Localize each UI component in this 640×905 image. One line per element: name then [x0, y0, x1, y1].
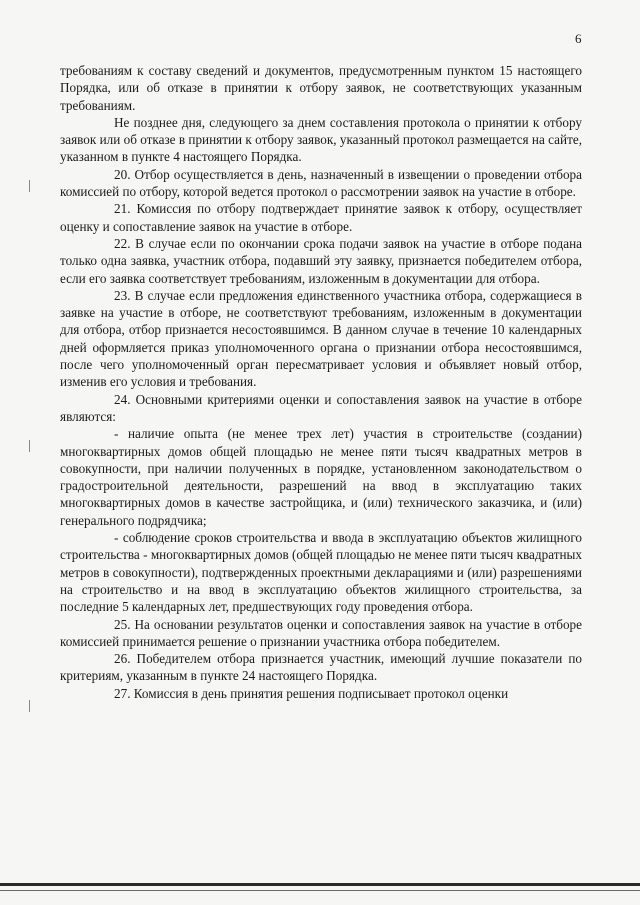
page-number: 6 [575, 31, 582, 46]
scan-bottom-edge [0, 883, 640, 886]
criterion-experience: - наличие опыта (не менее трех лет) участия в строительстве (создании) многоквартирных домов общей площадью не менее пяти тысяч квадратных метров в совокупности, при наличии полученных в порядке, установленном законодательством о градостроительной деятельности, разрешений на ввод в эксплуатацию таких многоквартирных домов в качестве застройщика, и (или) технического заказчика, и (или) генерального подрядчика; [60, 426, 582, 528]
paragraph-20: 20. Отбор осуществляется в день, назначенный в извещении о проведении отбора комиссией по отбору, которой ведется протокол о рассмотрении заявок на участие в отборе. [60, 166, 582, 200]
scan-margin-mark [29, 700, 30, 712]
paragraph-25: 25. На основании результатов оценки и сопоставления заявок на участие в отборе комиссией принимается решение о признании участника отбора победителем. [60, 616, 582, 649]
paragraph-22: 22. В случае если по окончании срока подачи заявок на участие в отборе подана только одна заявка, участник отбора, подавший эту заявку, признается победителем отбора, если его заявка соответствует требованиям, изложенным в документации для отбора. [60, 235, 582, 286]
paragraph-24: 24. Основными критериями оценки и сопоставления заявок на участие в отборе являются: [60, 391, 582, 424]
paragraph-21: 21. Комиссия по отбору подтверждает принятие заявок к отбору, осуществляет оценку и сопоставление заявок на участие в отборе. [60, 201, 582, 234]
document-body [60, 62, 582, 702]
scan-bottom-edge-secondary [0, 890, 640, 891]
scan-margin-mark [29, 440, 30, 452]
paragraph-continuation: требованиям к составу сведений и документов, предусмотренным пунктом 15 настоящего Порядка, или об отказе в принятии к отбору заявок, не соответствующих указанным требованиям. [60, 63, 582, 113]
paragraph-26: 26. Победителем отбора признается участник, имеющий лучшие показатели по критериям, указанным в пункте 24 настоящего Порядка. [60, 651, 582, 684]
paragraph-27: 27. Комиссия в день принятия решения подписывает протокол оценки [114, 685, 509, 701]
scan-margin-mark [29, 180, 30, 192]
paragraph-protocol-publication: Не позднее дня, следующего за днем составления протокола о принятии к отбору заявок или об отказе в принятии к отбору заявок, указанный протокол размещается на сайте, указанном в пункте 4 настоящего Порядка. [60, 114, 582, 165]
paragraph-23: 23. В случае если предложения единственного участника отбора, содержащиеся в заявке на участие в отборе, не соответствуют требованиям, изложенным в документации для отбора, отбор признается несостоявшимся. В данном случае в течение 10 календарных дней оформляется приказ уполномоченного органа о признании отбора несостоявшимся, после чего уполномоченный орган пересматривает условия и объявляет новый отбор, изменив его условия и требования. [60, 287, 582, 390]
criterion-deadlines: - соблюдение сроков строительства и ввода в эксплуатацию объектов жилищного строительства - многоквартирных домов (общей площадью не менее пяти тысяч квадратных метров в совокупности), подтвержденных проектными декларациями и (или) разрешениями на строительство и на ввод в эксплуатацию объектов жилищного строительства, за последние 5 календарных лет, предшествующих году проведения отбора. [60, 530, 582, 615]
